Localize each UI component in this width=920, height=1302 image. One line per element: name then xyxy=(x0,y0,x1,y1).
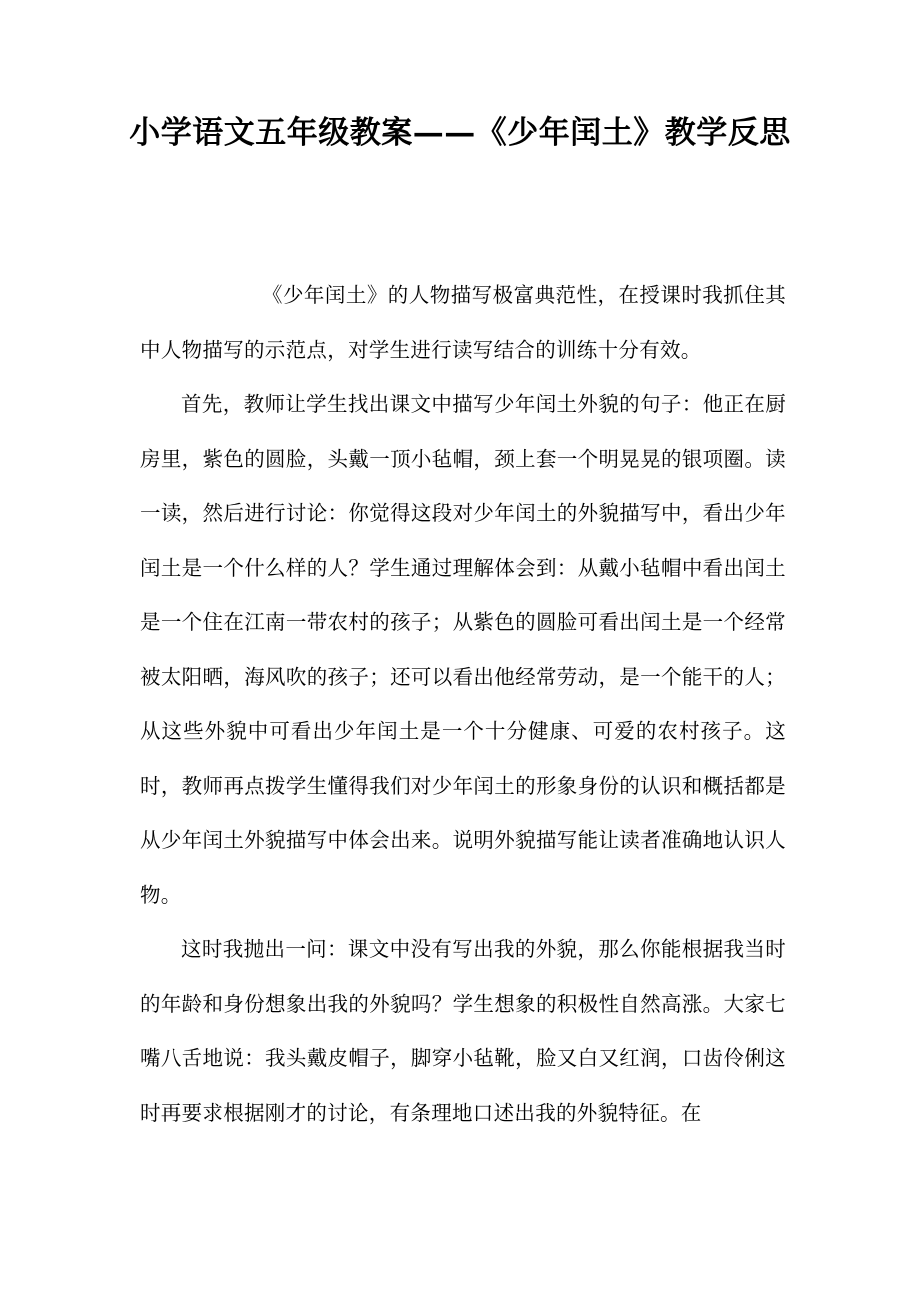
document-title: 小学语文五年级教案——《少年闰土》教学反思 xyxy=(129,115,791,151)
paragraph-appearance-analysis: 首先，教师让学生找出课文中描写少年闰土外貌的句子：他正在厨房里，紫色的圆脸，头戴一顶小毡帽，颈上套一个明晃晃的银项圈。读一读，然后进行讨论：你觉得这段对少年闰土的外貌描写中，看出少年闰土是一个什么样的人？学生通过理解体会到：从戴小毡帽中看出闰土是一个住在江南一带农村的孩子；从紫色的圆脸可看出闰土是一个经常被太阳晒，海风吹的孩子；还可以看出他经常劳动，是一个能干的人；从这些外貌中可看出少年闰土是一个十分健康、可爱的农村孩子。这时，教师再点拨学生懂得我们对少年闰土的形象身份的认识和概括都是从少年闰土外貌描写中体会出来。说明外貌描写能让读者准确地认识人物。 xyxy=(140,392,786,907)
document-body xyxy=(140,268,786,1140)
paragraph-intro: 《少年闰土》的人物描写极富典范性，在授课时我抓住其中人物描写的示范点，对学生进行读写结合的训练十分有效。 xyxy=(140,283,786,362)
paragraph-imagination-exercise: 这时我抛出一问：课文中没有写出我的外貌，那么你能根据我当时的年龄和身份想象出我的外貌吗？学生想象的积极性自然高涨。大家七嘴八舌地说：我头戴皮帽子，脚穿小毡靴，脸又白又红润，口齿伶俐这时再要求根据刚才的讨论，有条理地口述出我的外貌特征。在 xyxy=(140,937,786,1125)
